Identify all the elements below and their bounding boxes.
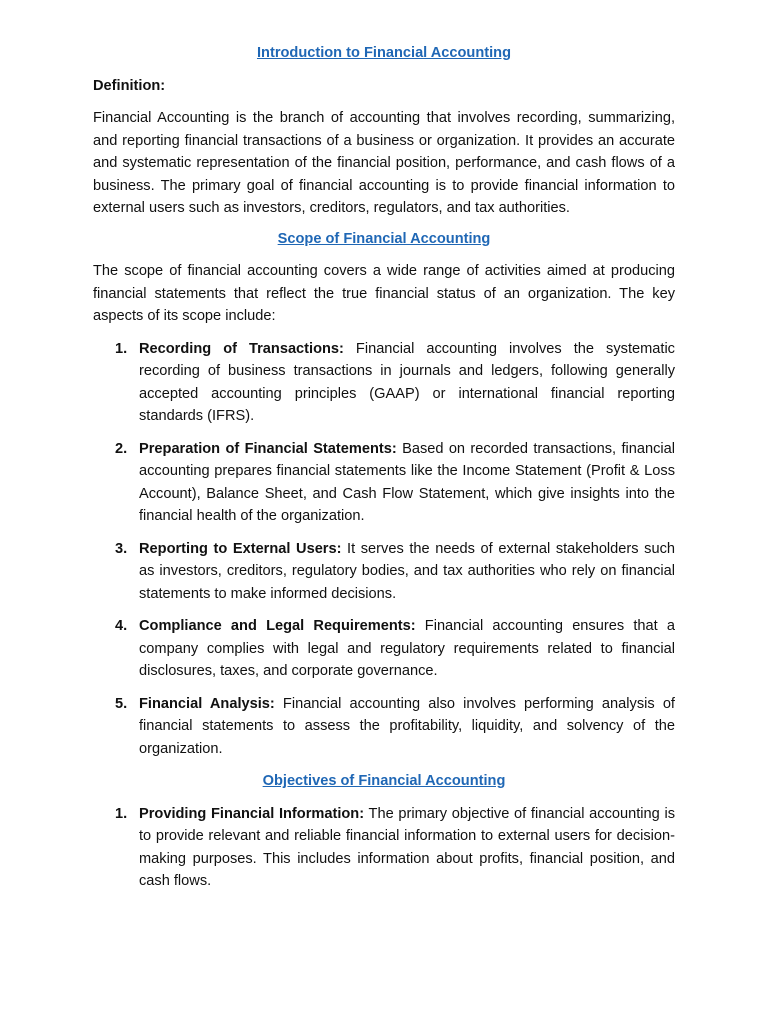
list-item-term: Financial Analysis: [139, 695, 275, 712]
list-item-text: Based on recorded transactions, financial accounting prepares financial statements like the Income Statement (Profit & Loss Account), Balance Sheet, and Cash Flow Statement, which give insights into the financial health of the organization. [139, 440, 675, 524]
list-item-text: Financial accounting ensures that a company complies with legal and regulatory requirements related to financial disclosures, taxes, and corporate governance. [139, 618, 675, 679]
list-item-number: 1. [115, 340, 128, 357]
definition-paragraph: Financial Accounting is the branch of accounting that involves recording, summarizing, and reporting financial transactions of a business or organization. It provides an accurate and systematic representation of the financial position, performance, and cash flows of a business. The primary goal of financial accounting is to provide financial information to external users such as investors, creditors, regulators, and tax authorities. [93, 110, 675, 216]
list-item [93, 338, 675, 428]
list-item-term: Providing Financial Information: [139, 805, 365, 822]
list-item-number: 3. [115, 540, 128, 557]
list-item [93, 693, 675, 761]
list-item-number: 1. [115, 805, 128, 822]
document-title: Introduction to Financial Accounting [256, 45, 512, 61]
list-item-term: Recording of Transactions: [139, 340, 344, 357]
list-item-number: 5. [115, 695, 128, 712]
list-item-text: Financial accounting involves the systematic recording of business transactions in journals and ledgers, following generally accepted accounting principles (GAAP) or international financial reporting standards (IFRS). [139, 340, 675, 424]
scope-intro-paragraph: The scope of financial accounting covers a wide range of activities aimed at producing financial statements that reflect the true financial status of an organization. The key aspects of its scope include: [93, 263, 675, 324]
list-item [93, 538, 675, 606]
scope-heading: Scope of Financial Accounting [277, 230, 491, 247]
list-item [93, 615, 675, 683]
list-item-term: Compliance and Legal Requirements: [139, 618, 416, 634]
objectives-heading: Objectives of Financial Accounting [262, 773, 506, 789]
list-item-term: Reporting to External Users: [139, 540, 342, 557]
definition-label: Definition: [93, 77, 166, 94]
scope-list [93, 338, 675, 761]
list-item-number: 2. [115, 440, 128, 457]
list-item [93, 438, 675, 528]
list-item-text: The primary objective of financial accounting is to provide relevant and reliable financial information to external users for decision-making purposes. This includes information about profits, financial position, and cash flows. [139, 805, 676, 889]
list-item-text: It serves the needs of external stakeholders such as investors, creditors, regulatory bodies, and tax authorities who rely on financial statements to make informed decisions. [139, 540, 675, 602]
list-item-text: Financial accounting also involves performing analysis of financial statements to assess the profitability, liquidity, and solvency of the organization. [139, 695, 675, 757]
list-item-term: Preparation of Financial Statements: [139, 440, 397, 457]
objectives-list [93, 803, 675, 893]
list-item-number: 4. [115, 618, 128, 634]
list-item [93, 803, 675, 893]
document-page [93, 42, 675, 903]
